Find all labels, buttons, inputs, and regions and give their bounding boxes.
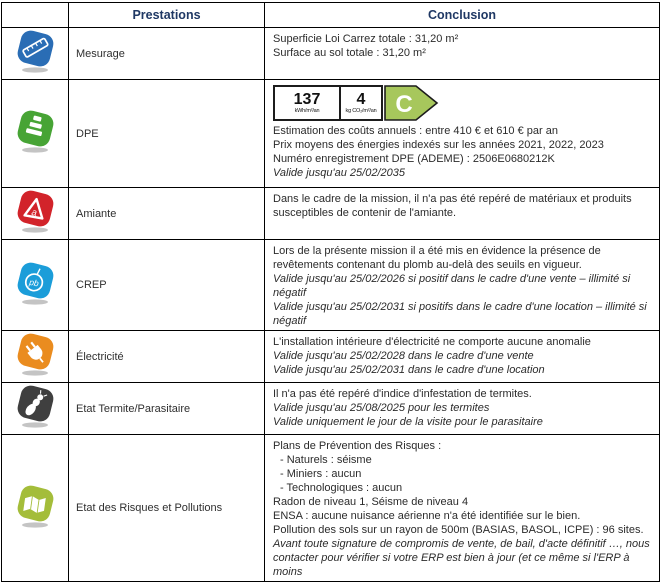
prestation-cell <box>69 383 265 435</box>
conclusion-line: Numéro enregistrement DPE (ADEME) : 2506E0680212K <box>273 153 555 165</box>
conclusion-line: - Naturels : séisme <box>280 454 372 466</box>
conclusion-line: - Technologiques : aucun <box>280 482 403 494</box>
table-row <box>2 383 660 435</box>
conclusion-line: Valide uniquement le jour de la visite pour le parasitaire <box>273 416 543 428</box>
prestation-label: Amiante <box>76 207 117 220</box>
conclusion-cell <box>265 435 660 582</box>
icon-cell <box>2 383 69 435</box>
conclusion-line: L'installation intérieure d'électricité ne comporte aucune anomalie <box>273 336 591 348</box>
prestation-label: Mesurage <box>76 47 125 60</box>
icon-cell <box>2 80 69 188</box>
diagnostics-table-body <box>2 28 660 582</box>
icon-cell <box>2 331 69 383</box>
conclusion-line: Dans le cadre de la mission, il n'a pas été repéré de matériaux et produits susceptibles de contenir de l'amiante. <box>273 193 632 219</box>
conclusion-cell <box>265 383 660 435</box>
prestation-label: DPE <box>76 127 99 140</box>
table-row <box>2 331 660 383</box>
table-header-row <box>2 3 660 28</box>
prestation-cell <box>69 28 265 80</box>
conclusion-line: ENSA : aucune nuisance aérienne n'a été identifiée sur le bien. <box>273 510 581 522</box>
diagnostics-table <box>1 2 660 582</box>
conclusion-line: Pollution des sols sur un rayon de 500m (BASIAS, BASOL, ICPE) : 96 sites. <box>273 524 644 536</box>
prestation-cell <box>69 331 265 383</box>
header-prestations: Prestations <box>69 3 265 28</box>
conclusion-line: Avant toute signature de compromis de vente, de bail, d'acte définitif …, nous contacter pour vérifier si votre ERP est bien à jour (et ce même si l'ERP à moins <box>273 538 650 578</box>
conclusion-cell <box>265 28 660 80</box>
icon-cell <box>2 28 69 80</box>
dpe-class-letter: C <box>395 91 413 118</box>
conclusion-line: Estimation des coûts annuels : entre 410 € et 610 € par an <box>273 125 558 137</box>
svg-text:a: a <box>30 207 38 219</box>
conclusion-line: Radon de niveau 1, Séisme de niveau 4 <box>273 496 469 508</box>
conclusion-cell <box>265 240 660 331</box>
conclusion-line: Superficie Loi Carrez totale : 31,20 m² <box>273 33 459 45</box>
conclusion-line: Valide jusqu'au 25/02/2028 dans le cadre d'une vente <box>273 350 534 362</box>
dpe-class-arrow-icon <box>384 85 438 121</box>
conclusion-cell <box>265 331 660 383</box>
conclusion-line: Valide jusqu'au 25/02/2031 dans le cadre d'une location <box>273 364 545 376</box>
ruler-icon <box>12 28 58 74</box>
table-row <box>2 28 660 80</box>
prestation-cell <box>69 188 265 240</box>
asbestos-icon <box>12 188 58 234</box>
table-row <box>2 240 660 331</box>
prestation-label: Électricité <box>76 350 124 363</box>
prestation-label: Etat des Risques et Pollutions <box>76 502 223 514</box>
prestation-cell <box>69 240 265 331</box>
svg-text:pb: pb <box>28 276 40 288</box>
prestation-cell <box>69 435 265 582</box>
prestation-label: Etat Termite/Parasitaire <box>76 402 191 415</box>
dpe-energy-unit: kWh/m²/an <box>294 108 320 114</box>
map-icon <box>12 483 58 529</box>
conclusion-cell <box>265 188 660 240</box>
conclusion-line: Plans de Prévention des Risques : <box>273 440 442 452</box>
conclusion-line: Surface au sol totale : 31,20 m² <box>273 47 426 59</box>
prestation-label: CREP <box>76 279 107 291</box>
diagnostic-report-page <box>0 2 661 578</box>
dpe-co2-unit: kg CO₂/m²/an <box>345 108 377 114</box>
dpe-energy-label <box>273 85 651 121</box>
icon-cell <box>2 240 69 331</box>
icon-cell <box>2 188 69 240</box>
conclusion-line: Valide jusqu'au 25/02/2026 si positif dans le cadre d'une vente – illimité si négatif <box>273 273 631 299</box>
table-row <box>2 435 660 582</box>
plug-icon <box>12 331 58 377</box>
table-row <box>2 188 660 240</box>
conclusion-line: Lors de la présente mission il a été mis en évidence la présence de revêtements contenant du plomb au-delà des seuils en vigueur. <box>273 245 601 271</box>
dpe-energy-value: 137 <box>293 91 321 108</box>
conclusion-line: Prix moyens des énergies indexés sur les années 2021, 2022, 2023 <box>273 139 604 151</box>
conclusion-cell <box>265 80 660 188</box>
conclusion-line: Valide jusqu'au 25/02/2035 <box>273 167 405 179</box>
header-conclusion: Conclusion <box>265 3 660 28</box>
dpe-co2-value: 4 <box>356 91 366 108</box>
icon-cell <box>2 435 69 582</box>
energy-bars-icon <box>12 108 58 154</box>
prestation-cell <box>69 80 265 188</box>
conclusion-line: - Miniers : aucun <box>280 468 362 480</box>
termite-icon <box>12 383 58 429</box>
conclusion-line: Il n'a pas été repéré d'indice d'infestation de termites. <box>273 388 532 400</box>
dpe-values-box <box>273 85 383 121</box>
header-icon-cell <box>2 3 69 28</box>
lead-icon <box>12 260 58 306</box>
conclusion-line: Valide jusqu'au 25/02/2031 si positifs dans le cadre d'une location – illimité si négatif <box>273 301 647 327</box>
conclusion-line: Valide jusqu'au 25/08/2025 pour les termites <box>273 402 490 414</box>
table-row <box>2 80 660 188</box>
